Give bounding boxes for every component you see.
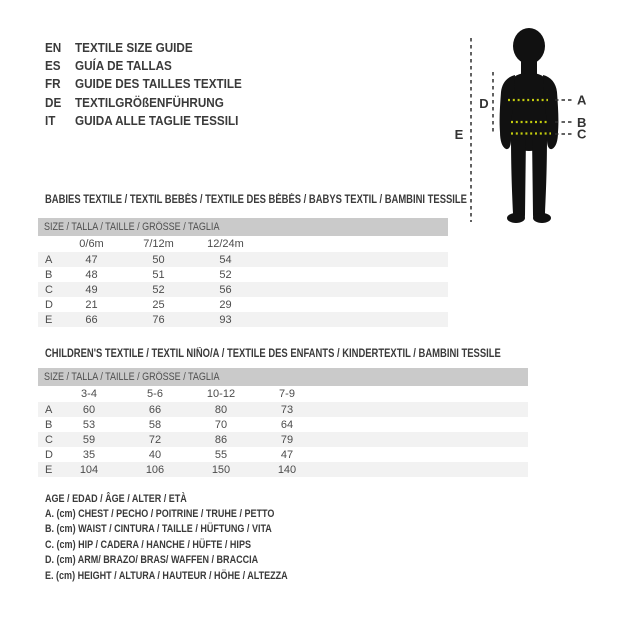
legend-item-hip (45, 537, 341, 552)
diagram-label-b: B (577, 115, 587, 130)
row-label: B (45, 268, 53, 281)
table-cell: 140 (277, 463, 297, 476)
table-row (38, 402, 528, 417)
lang-code: FR (45, 76, 61, 92)
table-row (38, 267, 448, 282)
children-size-table (38, 368, 528, 477)
row-label: E (45, 463, 53, 476)
babies-section-title (45, 194, 560, 206)
lang-row-fr (45, 75, 260, 93)
table-row (38, 252, 448, 267)
table-row (38, 297, 448, 312)
children-section-title-text: CHILDREN'S TEXTILE / TEXTIL NIÑO/A / TEXTILE DES ENFANTS / KINDERTEXTIL / BAMBINI TESSILE (45, 348, 501, 360)
table-cell: 80 (214, 403, 228, 416)
table-cell: 66 (148, 403, 162, 416)
diagram-label-d: D (479, 96, 489, 111)
column-header: 12/24m (207, 238, 244, 250)
table-cell: 73 (280, 403, 294, 416)
table-cell: 104 (79, 463, 99, 476)
table-cell: 79 (280, 433, 294, 446)
legend-item-arm (45, 553, 341, 568)
legend-text: C. (cm) HIP / CADERA / HANCHE / HÜFTE / HIPS (45, 538, 251, 551)
table-cell: 70 (214, 418, 228, 431)
babies-section-title-text: BABIES TEXTILE / TEXTIL BEBÉS / TEXTILE DES BÉBÉS / BABYS TEXTIL / BAMBINI TESSILE (45, 194, 467, 206)
legend-text: E. (cm) HEIGHT / ALTURA / HAUTEUR / HÖHE / ALTEZZA (45, 569, 288, 582)
table-row (38, 417, 528, 432)
lang-title: TEXTILE SIZE GUIDE (75, 39, 193, 55)
table-cell: 60 (82, 403, 96, 416)
legend-item-height (45, 568, 341, 583)
size-header-label: SIZE / TALLA / TAILLE / GRÖSSE / TAGLIA (44, 221, 220, 233)
table-cell: 72 (148, 433, 162, 446)
table-cell: 64 (280, 418, 294, 431)
diagram-label-a: A (577, 92, 587, 108)
row-label: C (45, 283, 53, 296)
table-cell: 58 (148, 418, 162, 431)
table-cell: 76 (152, 313, 165, 326)
lang-code: ES (45, 57, 61, 73)
legend-item-chest (45, 506, 341, 521)
table-cell: 51 (152, 268, 165, 281)
legend-text: A. (cm) CHEST / PECHO / POITRINE / TRUHE / PETTO (45, 508, 275, 521)
table-cell: 29 (219, 298, 232, 311)
language-title-list (45, 38, 260, 129)
legend-text: D. (cm) ARM/ BRAZO/ BRAS/ WAFFEN / BRACCIA (45, 554, 259, 567)
measurement-legend (45, 491, 341, 583)
table-row (38, 447, 528, 462)
table-row (38, 462, 528, 477)
table-cell: 66 (85, 313, 98, 326)
diagram-label-c: C (577, 126, 587, 142)
table-row (38, 312, 448, 327)
table-cell: 25 (152, 298, 165, 311)
table-cell: 106 (145, 463, 165, 476)
size-header-label: SIZE / TALLA / TAILLE / GRÖSSE / TAGLIA (44, 371, 220, 383)
table-cell: 47 (85, 253, 98, 266)
lang-code: IT (45, 112, 56, 128)
diagram-label-e: E (454, 127, 464, 142)
row-label: D (45, 298, 53, 311)
table-row (38, 282, 448, 297)
table-cell: 49 (85, 283, 98, 296)
column-header: 10-12 (206, 388, 236, 400)
babies-column-header-row (38, 236, 448, 252)
row-label: B (45, 418, 53, 431)
lang-row-en (45, 38, 260, 56)
table-cell: 48 (85, 268, 98, 281)
lang-title: TEXTILGRÖßENFÜHRUNG (75, 94, 224, 110)
lang-title: GUÍA DE TALLAS (75, 57, 172, 73)
lang-code: EN (45, 39, 62, 55)
legend-item-waist (45, 522, 341, 537)
row-label: C (45, 433, 53, 446)
row-label: E (45, 313, 53, 326)
table-cell: 21 (85, 298, 98, 311)
row-label: A (45, 403, 53, 416)
table-cell: 59 (82, 433, 96, 446)
babies-size-table (38, 218, 448, 327)
legend-text: AGE / EDAD / ÂGE / ALTER / ETÀ (45, 492, 187, 505)
column-header: 7-9 (279, 388, 295, 400)
table-cell: 150 (211, 463, 231, 476)
table-cell: 52 (219, 268, 232, 281)
table-cell: 47 (280, 448, 294, 461)
row-label: D (45, 448, 53, 461)
column-header: 5-6 (147, 388, 163, 400)
table-cell: 52 (152, 283, 165, 296)
babies-size-header-bar (38, 218, 448, 236)
children-section-title (45, 348, 601, 360)
table-cell: 54 (219, 253, 232, 266)
column-header: 0/6m (79, 238, 104, 250)
legend-text: B. (cm) WAIST / CINTURA / TAILLE / HÜFTUNG / VITA (45, 523, 272, 536)
row-label: A (45, 253, 53, 266)
table-cell: 93 (219, 313, 232, 326)
table-cell: 53 (82, 418, 96, 431)
column-header: 7/12m (143, 238, 174, 250)
lang-code: DE (45, 94, 62, 110)
table-cell: 40 (148, 448, 162, 461)
legend-age-line (45, 491, 341, 506)
lang-title: GUIDE DES TAILLES TEXTILE (75, 76, 242, 92)
lang-row-es (45, 56, 260, 74)
lang-row-de (45, 93, 260, 111)
table-cell: 50 (152, 253, 165, 266)
column-header: 3-4 (81, 388, 97, 400)
table-cell: 35 (82, 448, 96, 461)
table-cell: 86 (214, 433, 228, 446)
table-cell: 56 (219, 283, 232, 296)
table-row (38, 432, 528, 447)
table-cell: 55 (214, 448, 228, 461)
lang-row-it (45, 111, 260, 129)
lang-title: GUIDA ALLE TAGLIE TESSILI (75, 112, 239, 128)
children-column-header-row (38, 386, 528, 402)
children-size-header-bar (38, 368, 528, 386)
